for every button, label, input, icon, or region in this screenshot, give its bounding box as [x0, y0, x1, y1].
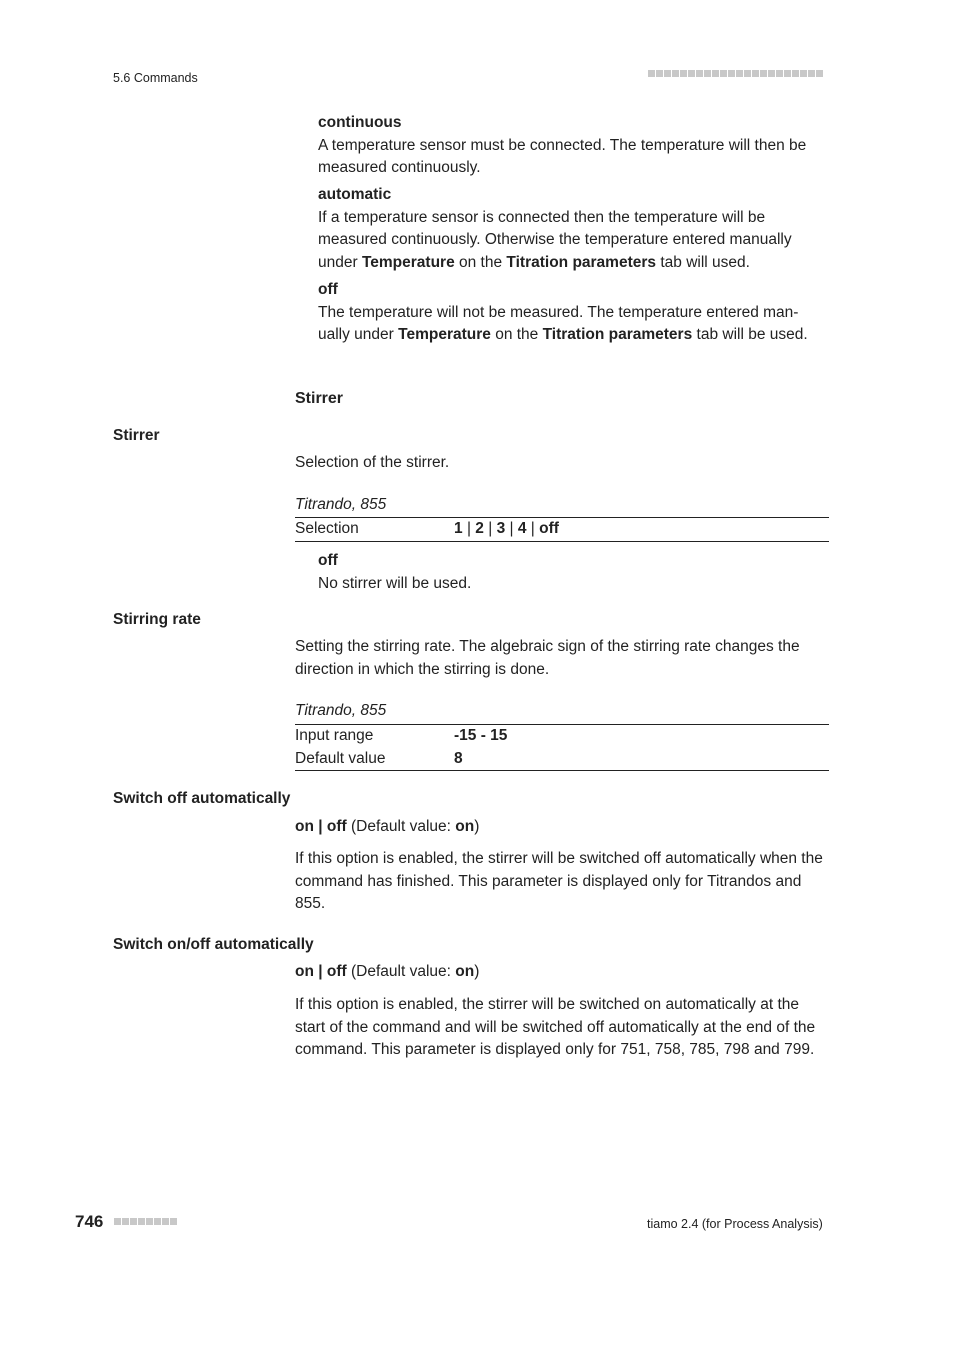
param-label-stirrer: Stirrer	[113, 427, 160, 444]
param-values: on | off (Default value: on)	[295, 818, 480, 835]
option-text: If a temperature sensor is connected then the temperature will be measured continuously. Otherwise the temperature entered manually under Temperature on the Titration parameters tab will used.	[318, 208, 792, 271]
param-description: If this option is enabled, the stirrer will be switched on automatically at the start of the command and will be switched off automatically at the end of the command. This parameter is displayed only for 751, 758, 785, 798 and 799.	[295, 996, 816, 1058]
table-value: -15 - 15	[454, 727, 508, 744]
table-caption: Titrando, 855	[295, 702, 387, 719]
footer-product: tiamo 2.4 (for Process Analysis)	[647, 1217, 823, 1231]
option-text: The temperature will not be measured. The temperature entered man-ually under Temperature on the Titration parameters tab will be used.	[318, 303, 808, 343]
option-term: automatic	[318, 186, 392, 203]
page-number: 746	[75, 1212, 104, 1231]
table-row	[295, 518, 829, 541]
option-text: A temperature sensor must be connected. The temperature will then be measured continuously.	[318, 136, 807, 176]
table-row	[295, 725, 829, 748]
table-value: 8	[454, 749, 463, 767]
option-automatic	[318, 184, 830, 274]
table-key: Selection	[295, 520, 359, 537]
param-description: Setting the stirring rate. The algebraic sign of the stirring rate changes the direction in which the stirring is done.	[295, 638, 800, 678]
table-key: Default value	[295, 749, 386, 767]
option-term: off	[318, 281, 338, 298]
section-heading-stirrer: Stirrer	[295, 390, 344, 407]
param-values: on | off (Default value: on)	[295, 963, 480, 980]
table-value: 1 | 2 | 3 | 4 | off	[454, 520, 559, 537]
table-caption: Titrando, 855	[295, 496, 387, 513]
option-term: off	[318, 552, 338, 569]
param-label-switch-onoff: Switch on/off automatically	[113, 936, 314, 953]
param-description: If this option is enabled, the stirrer will be switched off automatically when the command has finished. This parameter is displayed only for Titrandos and 855.	[295, 850, 823, 912]
option-off-stirrer	[318, 550, 830, 595]
option-continuous	[318, 112, 830, 180]
header-section-title: 5.6 Commands	[113, 71, 198, 85]
table-key: Input range	[295, 727, 374, 744]
footer-decoration	[114, 1218, 177, 1225]
option-text: No stirrer will be used.	[318, 574, 472, 592]
option-off	[318, 279, 830, 347]
value-table	[295, 517, 829, 542]
value-table	[295, 724, 829, 771]
table-row	[295, 748, 829, 771]
param-label-stirring-rate: Stirring rate	[113, 611, 201, 628]
option-term: continuous	[318, 114, 402, 131]
param-label-switch-off: Switch off automatically	[113, 790, 291, 807]
param-description: Selection of the stirrer.	[295, 454, 450, 471]
header-decoration	[648, 70, 823, 77]
